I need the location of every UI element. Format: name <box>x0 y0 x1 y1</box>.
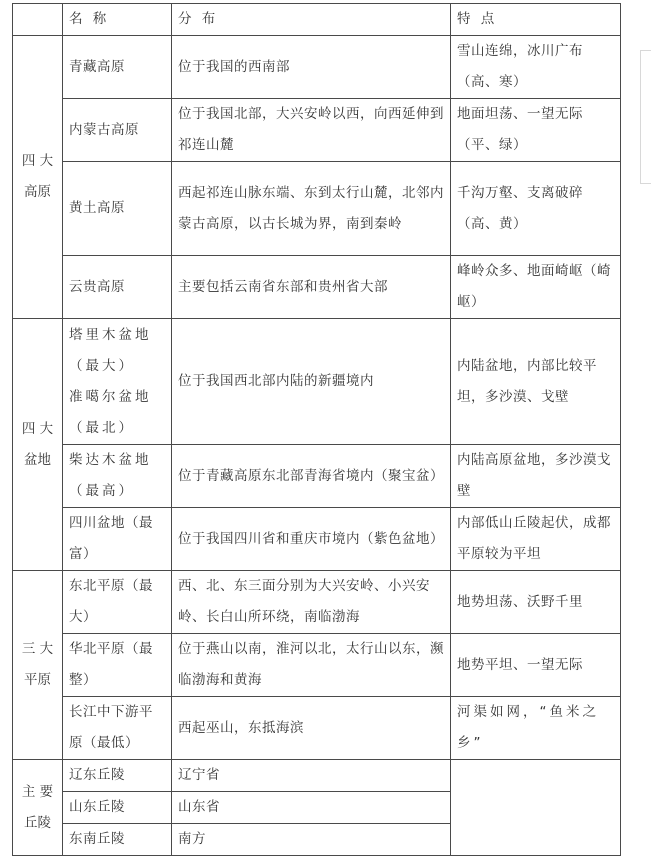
landform-features: 地势平坦、一望无际 <box>451 634 621 697</box>
table-row <box>13 508 621 571</box>
landform-distribution: 位于我国的西南部 <box>172 36 451 99</box>
group-title-plains: 三 大 平原 <box>13 571 63 760</box>
landform-name: 东南丘陵 <box>63 824 172 856</box>
table-row <box>13 445 621 508</box>
landform-name: 东北平原（最大） <box>63 571 172 634</box>
page-edge-bracket <box>640 50 651 184</box>
group-title-basins: 四 大 盆地 <box>13 319 63 571</box>
table-row <box>13 760 621 792</box>
landform-distribution: 辽宁省 <box>172 760 451 792</box>
landform-distribution: 西起巫山，东抵海滨 <box>172 697 451 760</box>
landform-distribution: 位于我国北部，大兴安岭以西，向西延伸到祁连山麓 <box>172 99 451 162</box>
table-row <box>13 697 621 760</box>
landform-distribution: 西、北、东三面分别为大兴安岭、小兴安岭、长白山所环绕，南临渤海 <box>172 571 451 634</box>
landform-name: 青藏高原 <box>63 36 172 99</box>
landform-distribution: 主要包括云南省东部和贵州省大部 <box>172 256 451 319</box>
landform-features: 内部低山丘陵起伏，成都平原较为平坦 <box>451 508 621 571</box>
table-row <box>13 634 621 697</box>
landform-features: 雪山连绵，冰川广布（高、寒） <box>451 36 621 99</box>
landform-name: 长江中下游平原（最低） <box>63 697 172 760</box>
header-distribution: 分 布 <box>172 4 451 36</box>
table-row <box>13 571 621 634</box>
landform-distribution: 西起祁连山脉东端、东到太行山麓，北邻内蒙古高原，以古长城为界，南到秦岭 <box>172 162 451 256</box>
landform-features: 千沟万壑、支离破碎（高、黄） <box>451 162 621 256</box>
landform-distribution: 南方 <box>172 824 451 856</box>
header-row <box>13 4 621 36</box>
landform-distribution: 位于我国四川省和重庆市境内（紫色盆地） <box>172 508 451 571</box>
header-features: 特 点 <box>451 4 621 36</box>
table-row <box>13 256 621 319</box>
landform-distribution: 位于燕山以南，淮河以北，太行山以东，濒临渤海和黄海 <box>172 634 451 697</box>
landform-features: 内陆盆地，内部比较平坦，多沙漠、戈壁 <box>451 319 621 445</box>
table-row <box>13 36 621 99</box>
landform-name: 内蒙古高原 <box>63 99 172 162</box>
landform-name: 辽东丘陵 <box>63 760 172 792</box>
header-name: 名 称 <box>63 4 172 36</box>
group-title-hills: 主 要 丘陵 <box>13 760 63 856</box>
landform-table <box>12 3 621 856</box>
landform-features: 河渠如网，“鱼米之乡” <box>451 697 621 760</box>
landform-name: 四川盆地（最富） <box>63 508 172 571</box>
landform-features: 地势坦荡、沃野千里 <box>451 571 621 634</box>
landform-name: 华北平原（最整） <box>63 634 172 697</box>
landform-features: 内陆高原盆地，多沙漠戈壁 <box>451 445 621 508</box>
table-row <box>13 162 621 256</box>
landform-features <box>451 760 621 856</box>
landform-name: 塔里木盆地（最大） 准噶尔盆地（最北） <box>63 319 172 445</box>
landform-name: 云贵高原 <box>63 256 172 319</box>
landform-distribution: 位于青藏高原东北部青海省境内（聚宝盆） <box>172 445 451 508</box>
landform-features: 峰岭众多、地面崎岖（崎岖） <box>451 256 621 319</box>
landform-name: 黄土高原 <box>63 162 172 256</box>
landform-features: 地面坦荡、一望无际（平、绿） <box>451 99 621 162</box>
group-title-plateaus: 四 大 高原 <box>13 36 63 319</box>
table-row <box>13 99 621 162</box>
landform-distribution: 山东省 <box>172 792 451 824</box>
header-corner <box>13 4 63 36</box>
landform-name: 山东丘陵 <box>63 792 172 824</box>
table-row <box>13 319 621 445</box>
landform-distribution: 位于我国西北部内陆的新疆境内 <box>172 319 451 445</box>
landform-name: 柴达木盆地（最高） <box>63 445 172 508</box>
